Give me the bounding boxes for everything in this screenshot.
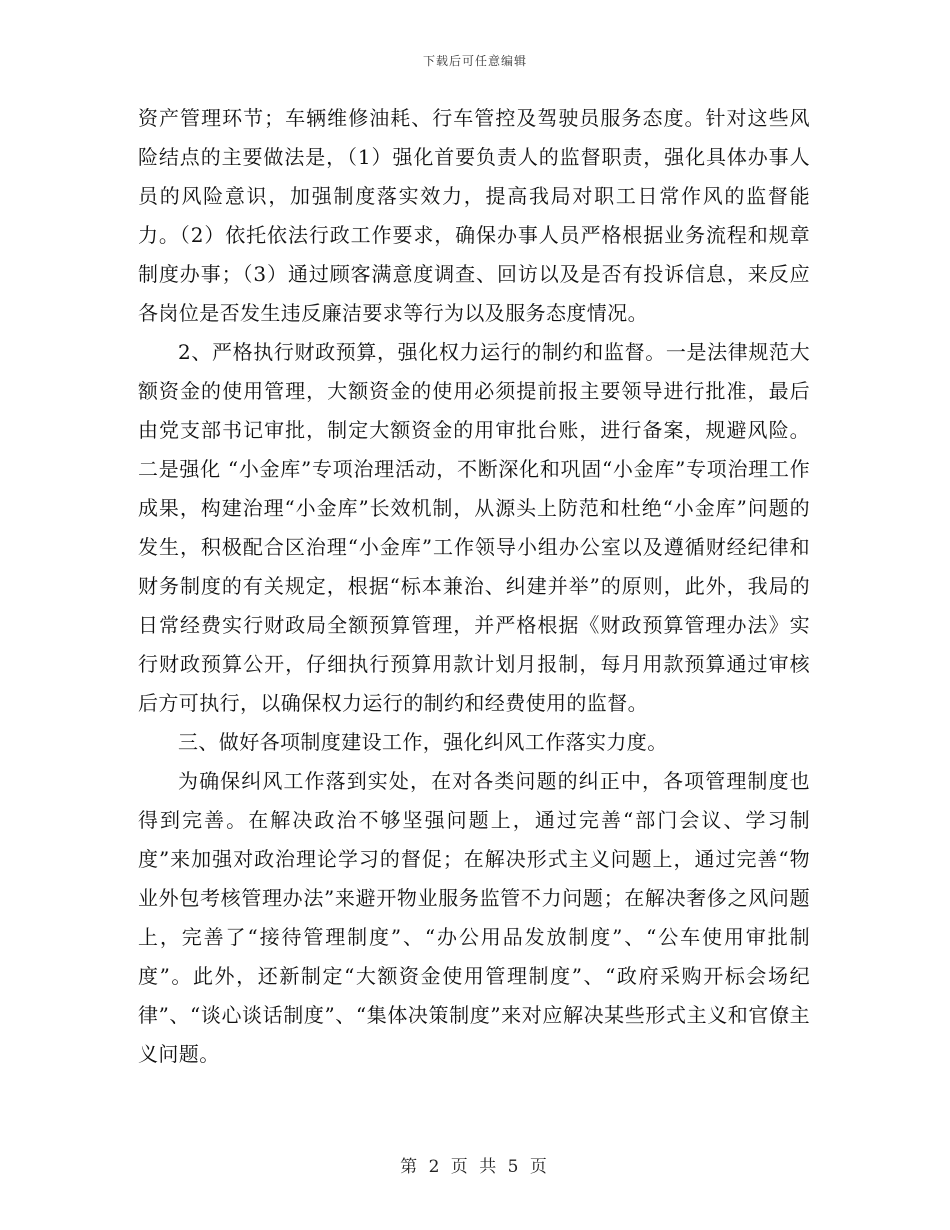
section-heading-system-building: 三、做好各项制度建设工作，强化纠风工作落实力度。: [178, 730, 668, 754]
page-header: 下载后可任意编辑: [422, 54, 527, 68]
paragraph-risk-measures: 资产管理环节；车辆维修油耗、行车管控及驾驶员服务态度。针对这些风险结点的主要做法是，（1）强化首要负责人的监督职责，强化具体办事人员的风险意识，加强制度落实效力，提高我局对职工日常作风的监督能力。（2）依托依法行政工作要求，确保办事人员严格根据业务流程和规章制度办事；（3）通过顾客满意度调查、回访以及是否有投诉信息，来反应各岗位是否发生违反廉洁要求等行为以及服务态度情况。: [138, 106, 810, 325]
paragraph-system-improvement: 为确保纠风工作落到实处，在对各类问题的纠正中，各项管理制度也得到完善。在解决政治不够坚强问题上，通过完善“部门会议、学习制度”来加强对政治理论学习的督促；在解决形式主义问题上，通过完善“物业外包考核管理办法”来避开物业服务监管不力问题；在解决奢侈之风问题上，完善了“接待管理制度”、“办公用品发放制度”、“公车使用审批制度”。此外，还新制定“大额资金使用管理制度”、“政府采购开标会场纪律”、“谈心谈话制度”、“集体决策制度”来对应解决某些形式主义和官僚主义问题。: [138, 769, 810, 1066]
paragraph-budget-execution: 2、严格执行财政预算，强化权力运行的制约和监督。一是法律规范大额资金的使用管理，大额资金的使用必须提前报主要领导进行批准，最后由党支部书记审批，制定大额资金的用审批台账，进行备案，规避风险。二是强化 “小金库”专项治理活动，不断深化和巩固“小金库”专项治理工作成果，构建治理“小金库”长效机制，从源头上防范和杜绝“小金库”问题的发生，积极配合区治理“小金库”工作领导小组办公室以及遵循财经纪律和财务制度的有关规定，根据“标本兼治、纠建并举”的原则，此外，我局的日常经费实行财政局全额预算管理，并严格根据《财政预算管理办法》实行财政预算公开，仔细执行预算用款计划月报制，每月用款预算通过审核后方可执行，以确保权力运行的制约和经费使用的监督。: [138, 340, 810, 715]
page-number-footer: 第 2 页 共 5 页: [400, 1157, 550, 1177]
document-body: [138, 99, 810, 1074]
